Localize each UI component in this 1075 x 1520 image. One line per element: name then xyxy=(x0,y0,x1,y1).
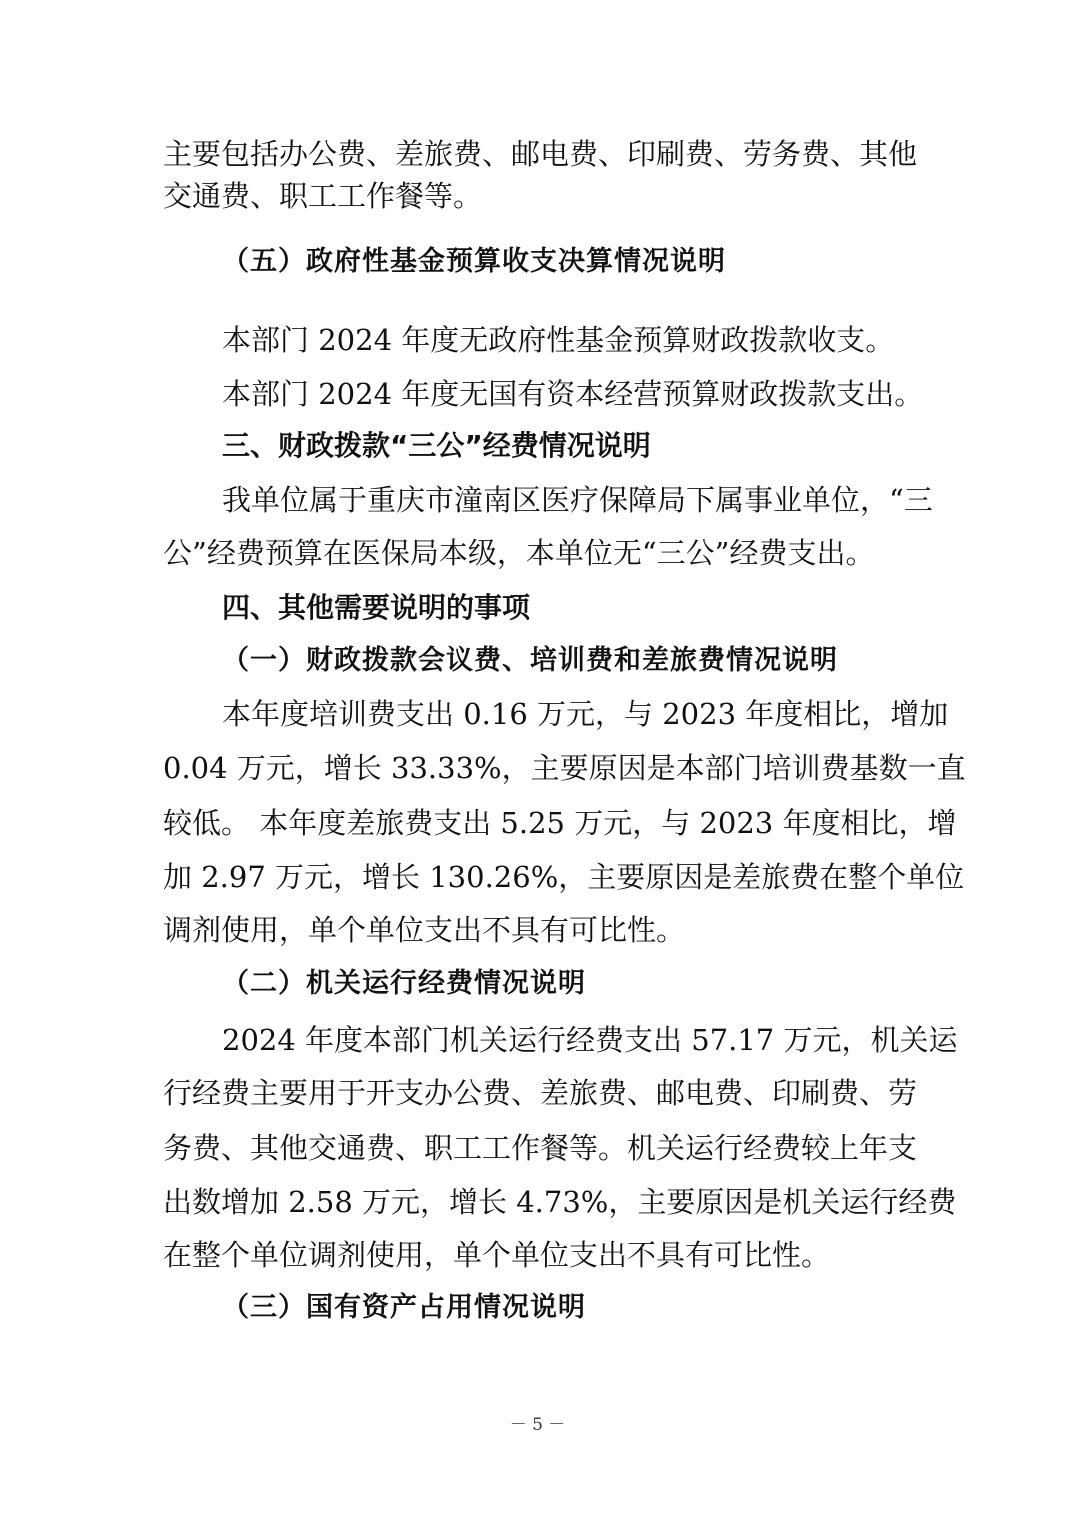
body-text-line: 本年度培训费支出 0.16 万元，与 2023 年度相比，增加 xyxy=(222,697,949,731)
body-text-line: 我单位属于重庆市潼南区医疗保障局下属事业单位，“三 xyxy=(222,483,933,517)
section-heading: 四、其他需要说明的事项 xyxy=(222,591,531,624)
body-text-line: 本部门 2024 年度无国有资本经营预算财政拨款支出。 xyxy=(222,377,924,411)
body-text-line: 公”经费预算在医保局本级，本单位无“三公”经费支出。 xyxy=(163,536,875,570)
body-text-line: 行经费主要用于开支办公费、差旅费、邮电费、印刷费、劳 xyxy=(163,1076,918,1110)
body-text-line: 交通费、职工工作餐等。 xyxy=(163,179,483,213)
section-subheading: （三）国有资产占用情况说明 xyxy=(222,1292,586,1323)
body-text-line: 加 2.97 万元，增长 130.26%，主要原因是差旅费在整个单位 xyxy=(163,860,965,894)
section-heading: 三、财政拨款“三公”经费情况说明 xyxy=(222,429,651,462)
body-text-line: 调剂使用，单个单位支出不具有可比性。 xyxy=(163,913,686,947)
section-subheading: （一）财政拨款会议费、培训费和差旅费情况说明 xyxy=(222,645,838,676)
body-text-line: 出数增加 2.58 万元，增长 4.73%，主要原因是机关运行经费 xyxy=(163,1185,957,1219)
body-text-line: 2024 年度本部门机关运行经费支出 57.17 万元，机关运 xyxy=(222,1023,958,1057)
body-text-line: 在整个单位调剂使用，单个单位支出不具有可比性。 xyxy=(163,1238,831,1272)
body-text-line: 较低。 本年度差旅费支出 5.25 万元，与 2023 年度相比，增 xyxy=(163,806,957,840)
page-number: － 5 － xyxy=(509,1415,566,1435)
body-text-line: 务费、其他交通费、职工工作餐等。机关运行经费较上年支 xyxy=(163,1131,918,1165)
section-subheading: （五）政府性基金预算收支决算情况说明 xyxy=(222,246,726,277)
body-text-line: 本部门 2024 年度无政府性基金预算财政拨款收支。 xyxy=(222,323,895,357)
section-subheading: （二）机关运行经费情况说明 xyxy=(222,968,586,999)
body-text-line: 0.04 万元，增长 33.33%，主要原因是本部门培训费基数一直 xyxy=(163,751,966,785)
body-text-line: 主要包括办公费、差旅费、邮电费、印刷费、劳务费、其他 xyxy=(163,137,918,171)
